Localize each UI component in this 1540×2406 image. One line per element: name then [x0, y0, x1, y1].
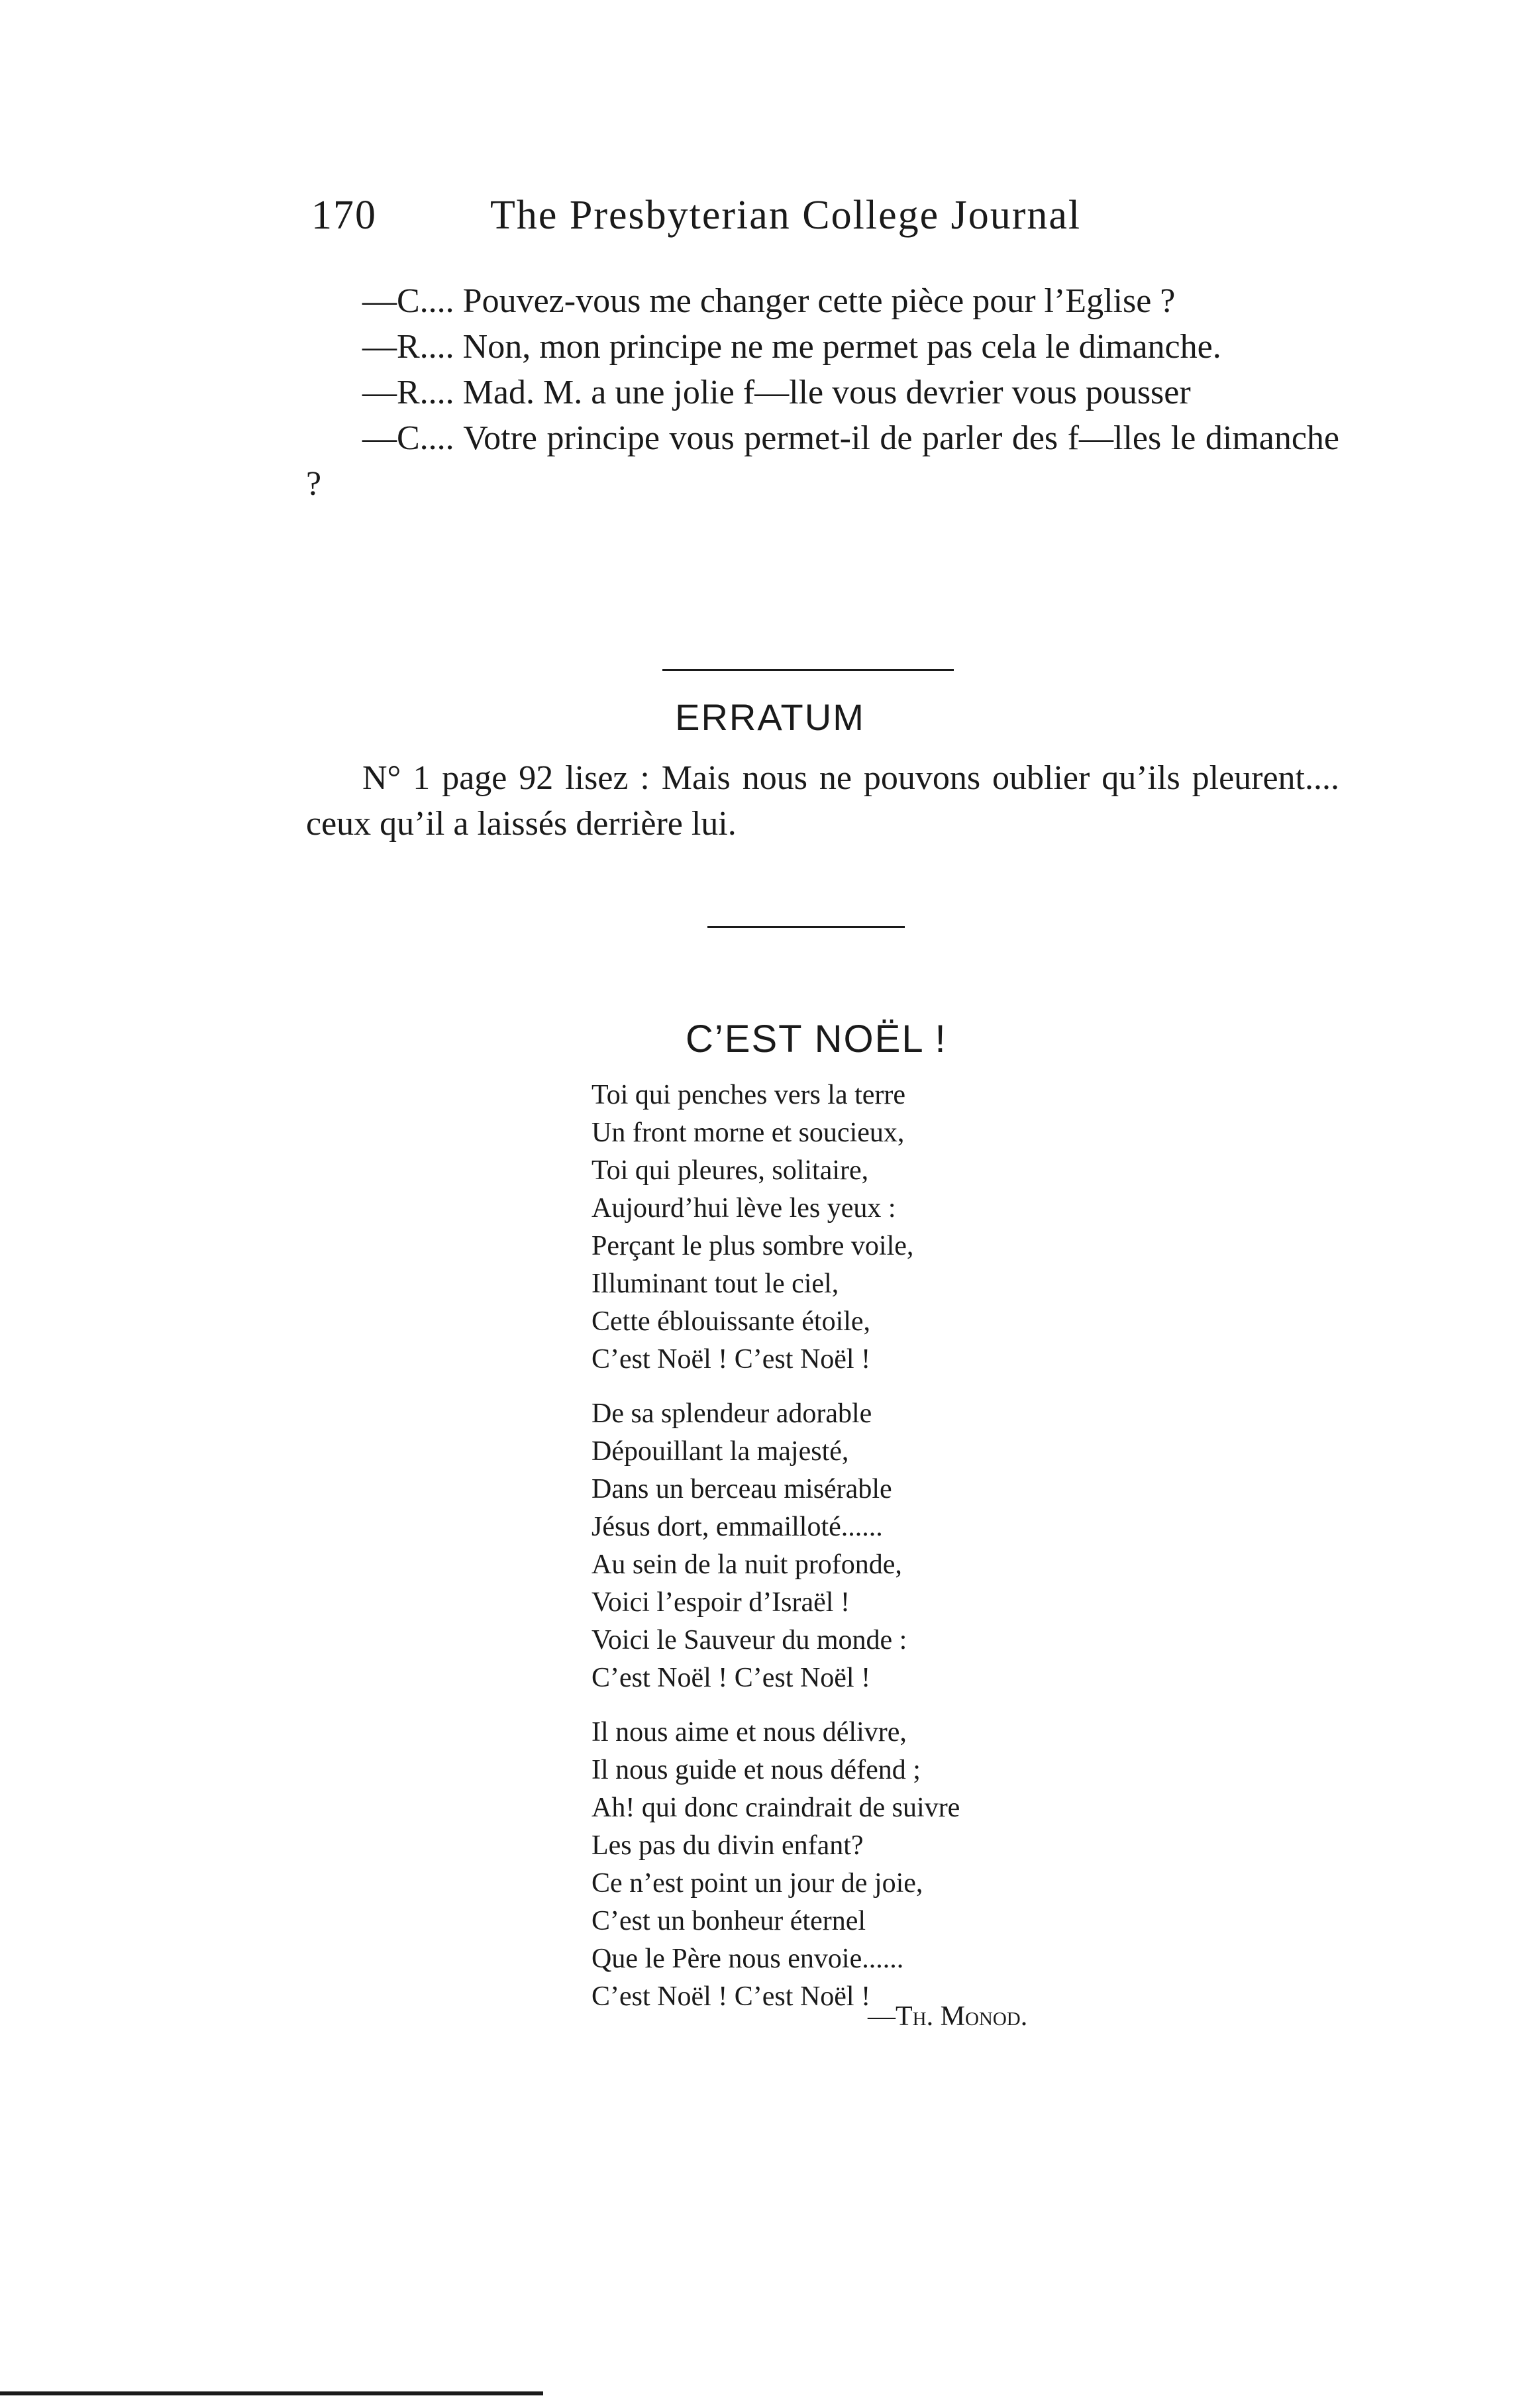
poem-line: C’est un bonheur éternel: [591, 1906, 866, 1936]
poem-line: Jésus dort, emmailloté......: [591, 1512, 883, 1542]
poem-line: De sa splendeur adorable: [591, 1398, 872, 1429]
poem-line: Les pas du divin enfant?: [591, 1830, 864, 1861]
section-divider: [662, 669, 954, 671]
erratum-heading: ERRATUM: [675, 696, 865, 738]
poem-line: Que le Père nous envoie......: [591, 1944, 904, 1974]
erratum-body: [306, 755, 1339, 847]
poem-title: C’EST NOËL !: [686, 1018, 947, 1061]
page-number: 170: [311, 193, 377, 238]
poem-line: C’est Noël ! C’est Noël !: [591, 1981, 871, 2012]
poem-line: Illuminant tout le ciel,: [591, 1269, 839, 1299]
poem-line: Au sein de la nuit profonde,: [591, 1549, 902, 1580]
section-divider: [707, 926, 905, 928]
dialogue-line: —C.... Votre principe vous permet-il de parler des f—lles le dimanche ?: [306, 419, 1339, 503]
poem-line: C’est Noël ! C’est Noël !: [591, 1663, 871, 1693]
poem-line: Il nous aime et nous délivre,: [591, 1717, 907, 1748]
poem-stanza: [591, 1714, 1188, 2016]
poem-line: Voici l’espoir d’Israël !: [591, 1587, 850, 1618]
poem-line: Perçant le plus sombre voile,: [591, 1231, 914, 1261]
poem-line: Dépouillant la majesté,: [591, 1436, 849, 1467]
page-edge-rule: [0, 2391, 543, 2395]
poem-line: Dans un berceau misérable: [591, 1474, 892, 1504]
poem-stanza: [591, 1076, 1188, 1379]
dialogue-line: —C.... Pouvez-vous me changer cette pièce pour l’Eglise ?: [362, 282, 1176, 320]
poem-line: Toi qui pleures, solitaire,: [591, 1155, 869, 1186]
dialogue-line: —R.... Non, mon principe ne me permet pas cela le dimanche.: [362, 328, 1221, 366]
journal-title: The Presbyterian College Journal: [490, 193, 1082, 238]
poem-line: Il nous guide et nous défend ;: [591, 1755, 921, 1785]
poem-stanza: [591, 1395, 1188, 1697]
poem-line: Ah! qui donc craindrait de suivre: [591, 1793, 960, 1823]
dialogue-line: —R.... Mad. M. a une jolie f—lle vous devrier vous pousser: [362, 374, 1191, 411]
poem-signature: —Th. Monod.: [868, 2001, 1028, 2032]
poem-line: Toi qui penches vers la terre: [591, 1080, 906, 1110]
dialogue-section: [306, 278, 1339, 507]
poem-line: C’est Noël ! C’est Noël !: [591, 1344, 871, 1375]
poem-line: Voici le Sauveur du monde :: [591, 1625, 907, 1655]
poem-line: Cette éblouissante étoile,: [591, 1306, 871, 1337]
poem-line: Un front morne et soucieux,: [591, 1118, 905, 1148]
erratum-paragraph: N° 1 page 92 lisez : Mais nous ne pouvons oublier qu’ils pleurent.... ceux qu’il a laissés derrière lui.: [306, 759, 1339, 843]
poem-line: Aujourd’hui lève les yeux :: [591, 1193, 896, 1224]
poem: [591, 1076, 1188, 2032]
poem-line: Ce n’est point un jour de joie,: [591, 1868, 923, 1899]
